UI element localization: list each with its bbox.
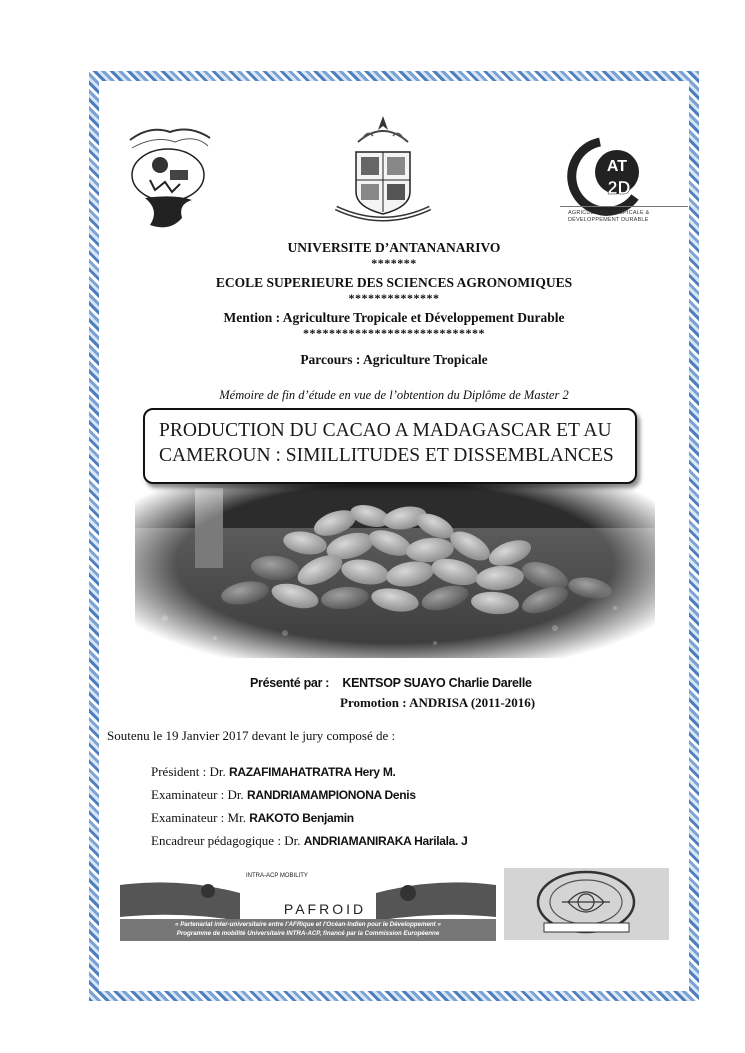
defense-statement: Soutenu le 19 Janvier 2017 devant le jury composé de : — [107, 728, 396, 743]
separator-stars: ************** — [348, 291, 440, 305]
jury-name: RAZAFIMAHATRATRA Hery M. — [229, 765, 396, 779]
jury-name: ANDRIAMANIRAKA Harilala. J — [303, 834, 468, 848]
jury-name: RANDRIAMAMPIONONA Denis — [247, 788, 416, 802]
university-seal — [504, 868, 669, 940]
pafroid-tagline-1: « Partenariat inter-universitaire entre l’AFRique et l’Océan-Indien pour le Développement » — [175, 921, 441, 928]
school-emblem-logo — [120, 120, 220, 235]
jury-member-president — [151, 764, 396, 780]
jury-title: Dr. — [284, 833, 304, 848]
school-name: ECOLE SUPERIEURE DES SCIENCES AGRONOMIQUES — [215, 275, 573, 290]
jury-name: RAKOTO Benjamin — [249, 811, 354, 825]
jury-role: Examinateur : — [151, 787, 228, 802]
jury-role: Examinateur : — [151, 810, 228, 825]
cocoa-pods-photo — [135, 468, 655, 658]
jury-member-examiner-2 — [151, 810, 354, 826]
presenter-line — [250, 676, 532, 690]
mention-text: Mention : Agriculture Tropicale et Développement Durable — [223, 310, 565, 325]
at2d-caption-line2: DÉVELOPPEMENT DURABLE — [568, 217, 649, 223]
presenter-label: Présenté par : — [250, 676, 330, 690]
promotion-text: Promotion : ANDRISA (2011-2016) — [340, 695, 536, 710]
presenter-name: KENTSOP SUAYO Charlie Darelle — [342, 676, 532, 690]
at2d-caption-line1: AGRICULTURE TROPICALE & — [568, 210, 650, 216]
university-name: UNIVERSITE D’ANTANANARIVO — [287, 240, 501, 255]
jury-role: Président : — [151, 764, 210, 779]
at2d-caption — [568, 210, 688, 224]
pafroid-banner — [120, 871, 496, 941]
parcours-text: Parcours : Agriculture Tropicale — [300, 352, 488, 367]
at-mark: AT — [606, 158, 628, 175]
jury-member-examiner-1 — [151, 787, 416, 803]
jury-member-supervisor — [151, 833, 467, 849]
thesis-title-box — [143, 408, 637, 484]
separator-stars: ******* — [371, 256, 417, 270]
thesis-title-line1: PRODUCTION DU CACAO A MADAGASCAR ET AU — [159, 420, 612, 441]
university-coat-of-arms — [328, 112, 438, 232]
jury-title: Mr. — [227, 810, 250, 825]
jury-role: Encadreur pédagogique : — [151, 833, 285, 848]
memoire-subtitle: Mémoire de fin d’étude en vue de l’obtention du Diplôme de Master 2 — [219, 388, 569, 402]
2d-mark: 2D — [607, 178, 631, 198]
jury-title: Dr. — [209, 764, 229, 779]
logo-divider — [560, 206, 688, 207]
jury-title: Dr. — [227, 787, 248, 802]
separator-stars: **************************** — [303, 326, 485, 340]
partner-logos: INTRA-ACP MOBILITY — [246, 873, 308, 879]
thesis-title-line2: CAMEROUN : SIMILLITUDES ET DISSEMBLANCES — [159, 445, 614, 466]
pafroid-tagline-2: Programme de mobilité Universitaire INTRA-ACP, financé par la Commission Européenne — [176, 930, 440, 937]
pafroid-title: PAFROID — [283, 901, 367, 917]
